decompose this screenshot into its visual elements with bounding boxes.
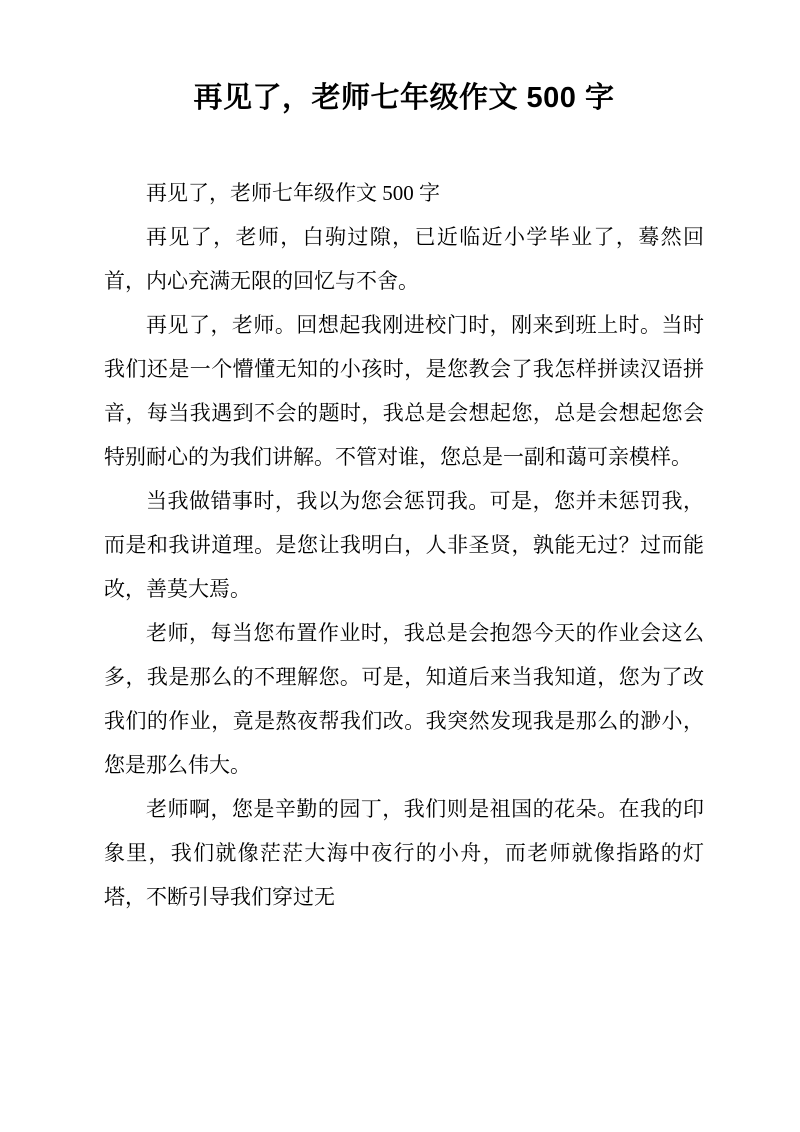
paragraph: 再见了，老师，白驹过隙，已近临近小学毕业了，蓦然回首，内心充满无限的回忆与不舍。 <box>104 224 704 293</box>
paragraph: 老师啊，您是辛勤的园丁，我们则是祖国的花朵。在我的印象里，我们就像茫茫大海中夜行的小舟，而老师就像指路的灯塔，不断引导我们穿过无 <box>104 796 704 909</box>
paragraph: 老师，每当您布置作业时，我总是会抱怨今天的作业会这么多，我是那么的不理解您。可是，知道后来当我知道，您为了改我们的作业，竟是熬夜帮我们改。我突然发现我是那么的渺小，您是那么伟大。 <box>104 620 704 777</box>
paragraph: 当我做错事时，我以为您会惩罚我。可是，您并未惩罚我，而是和我讲道理。是您让我明白，人非圣贤，孰能无过？过而能改，善莫大焉。 <box>104 488 704 601</box>
paragraph: 再见了，老师。回想起我刚进校门时，刚来到班上时。当时我们还是一个懵懂无知的小孩时，是您教会了我怎样拼读汉语拼音，每当我遇到不会的题时，我总是会想起您，总是会想起您会特别耐心的为我们讲解。不管对谁，您总是一副和蔼可亲模样。 <box>104 312 704 469</box>
paragraph: 再见了，老师七年级作文 500 字 <box>146 180 440 205</box>
document-body <box>104 171 704 919</box>
page-title: 再见了，老师七年级作文 500 字 <box>193 82 615 114</box>
